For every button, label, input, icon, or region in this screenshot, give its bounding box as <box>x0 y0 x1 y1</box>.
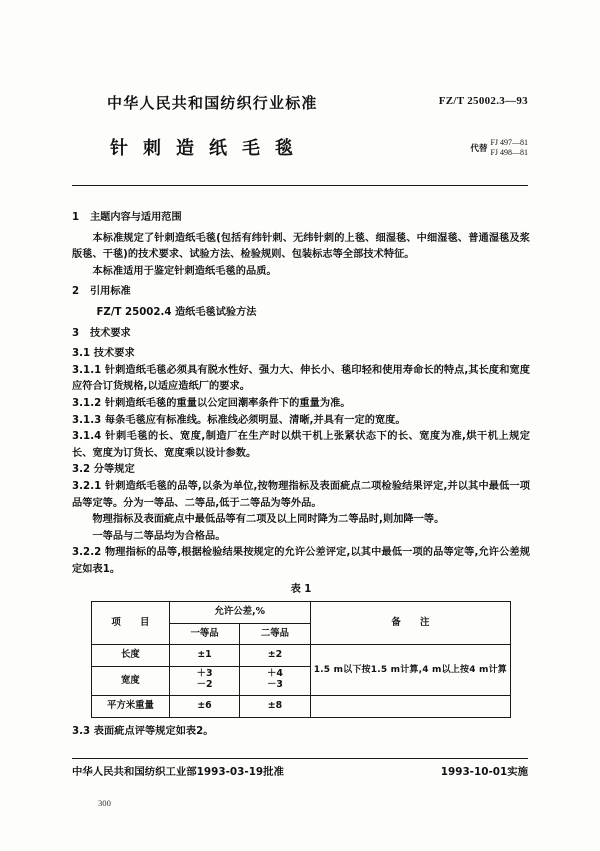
row-width-item: 宽度 <box>92 666 170 695</box>
replaces-block <box>470 138 528 158</box>
section-3-1-heading: 3.1 技术要求 <box>72 348 135 360</box>
row-length-item: 长度 <box>92 645 170 667</box>
section-3-2-2: 3.2.2 物理指标的品等,根据检验结果按规定的允许公差评定,以其中最低一项的品等定等,允许公差规定如表1。 <box>72 547 530 575</box>
replaced-standard-1: FJ 497—81 <box>490 138 528 147</box>
section-3-heading <box>72 326 530 343</box>
section-3-1-1: 3.1.1 针刺造纸毛毯必须具有脱水性好、强力大、伸长小、毯印轻和使用寿命长的特点,其长度和宽度应符合订货规格,以适应造纸厂的要求。 <box>72 364 530 393</box>
replaces-label: 代替 <box>470 144 488 154</box>
row-width-grade1 <box>169 666 239 695</box>
table-header-item: 项 目 <box>92 602 170 645</box>
section-1-paragraph-1: 本标准规定了针刺造纸毛毯(包括有纬针刺、无纬针刺的上毯、细湿毯、中细湿毯、普通湿毯及浆版毯、干毯)的技术要求、试验方法、检验规则、包装标志等全部技术特征。 <box>72 232 530 261</box>
document-body <box>72 210 530 740</box>
section-3-2-1-paragraph-3: 一等品与二等品均为合格品。 <box>92 530 226 542</box>
section-3-2-heading: 3.2 分等规定 <box>72 464 135 476</box>
row-width-grade1-stack <box>197 669 213 691</box>
footer-approval: 中华人民共和国纺织工业部1993-03-19批准 <box>72 766 284 778</box>
section-1-number: 1 <box>72 212 80 223</box>
row-width-note: 1.5 m以下按1.5 m计算,4 m以上按4 m计算 <box>310 645 510 696</box>
row-width-grade2-upper: ＋4 <box>267 667 283 679</box>
section-1-heading <box>72 210 530 227</box>
footer-divider-rule <box>72 758 528 759</box>
section-2-heading <box>72 284 530 301</box>
row-width-grade2 <box>240 666 310 695</box>
footer-implementation: 1993-10-01实施 <box>440 766 528 778</box>
section-3-1-3: 3.1.3 每条毛毯应有标准线。标准线必须明显、清晰,并具有一定的宽度。 <box>72 414 406 426</box>
row-width-grade2-lower: －3 <box>267 678 283 690</box>
standard-number: FZ/T 25002.3—93 <box>438 95 528 107</box>
replaced-standard-2: FJ 498—81 <box>490 148 528 157</box>
organization-title: 中华人民共和国纺织行业标准 <box>107 94 318 112</box>
page-number: 300 <box>98 798 111 808</box>
table-header-grade-2: 二等品 <box>240 623 310 645</box>
section-1-paragraph-2: 本标准适用于鉴定针刺造纸毛毯的品质。 <box>92 265 277 277</box>
section-1-title: 主题内容与适用范围 <box>90 212 182 223</box>
row-weight-grade1: ±6 <box>169 696 239 718</box>
section-3-2-1-paragraph-2: 物理指标及表面疵点中最低品等有二项及以上同时降为二等品时,则加降一等。 <box>92 514 445 526</box>
table-header-grade-1: 一等品 <box>169 623 239 645</box>
section-3-title: 技术要求 <box>90 327 131 339</box>
header-divider-rule <box>72 185 528 186</box>
row-weight-item: 平方米重量 <box>92 696 170 718</box>
row-weight-note <box>310 696 510 718</box>
row-weight-grade2: ±8 <box>240 696 310 718</box>
header-row-organization <box>72 92 528 118</box>
row-width-grade2-stack <box>267 669 283 691</box>
document-header <box>72 92 528 174</box>
row-length-grade2: ±2 <box>240 645 310 667</box>
section-3-number: 3 <box>72 327 80 339</box>
document-title: 针刺造纸毛毯 <box>110 138 308 159</box>
section-2-number: 2 <box>72 286 80 298</box>
row-length-grade1: ±1 <box>169 645 239 667</box>
table-header-tolerance-group: 允许公差,% <box>169 602 310 624</box>
section-3-1-4: 3.1.4 针刺毛毯的长、宽度,制造厂在生产时以烘干机上张紧状态下的长、宽度为准,烘干机上规定长、宽度为订货长、宽度乘以设计参数。 <box>72 431 530 459</box>
referenced-standard: FZ/T 25002.4 造纸毛毯试验方法 <box>96 306 257 318</box>
row-width-grade1-upper: ＋3 <box>196 667 213 679</box>
document-footer <box>72 763 528 778</box>
table-row <box>92 696 511 718</box>
table-row <box>92 645 511 667</box>
row-width-grade1-lower: －2 <box>196 678 213 690</box>
replaces-list <box>490 138 528 158</box>
section-2-title: 引用标准 <box>90 286 131 298</box>
table-header-row-1 <box>92 602 511 624</box>
section-3-2-1: 3.2.1 针刺造纸毛毯的品等,以条为单位,按物理指标及表面疵点二项检验结果评定,并以其中最低一项品等定等。分为一等品、二等品,低于二等品为等外品。 <box>72 480 530 509</box>
section-3-1-2: 3.1.2 针刺造纸毛毯的重量以公定回潮率条件下的重量为准。 <box>72 397 351 409</box>
header-row-title <box>72 134 528 174</box>
section-3-3: 3.3 表面疵点评等规定如表2。 <box>72 725 214 737</box>
table-1-caption: 表 1 <box>290 584 312 596</box>
tolerance-table <box>91 601 511 718</box>
table-header-note: 备 注 <box>310 602 510 645</box>
